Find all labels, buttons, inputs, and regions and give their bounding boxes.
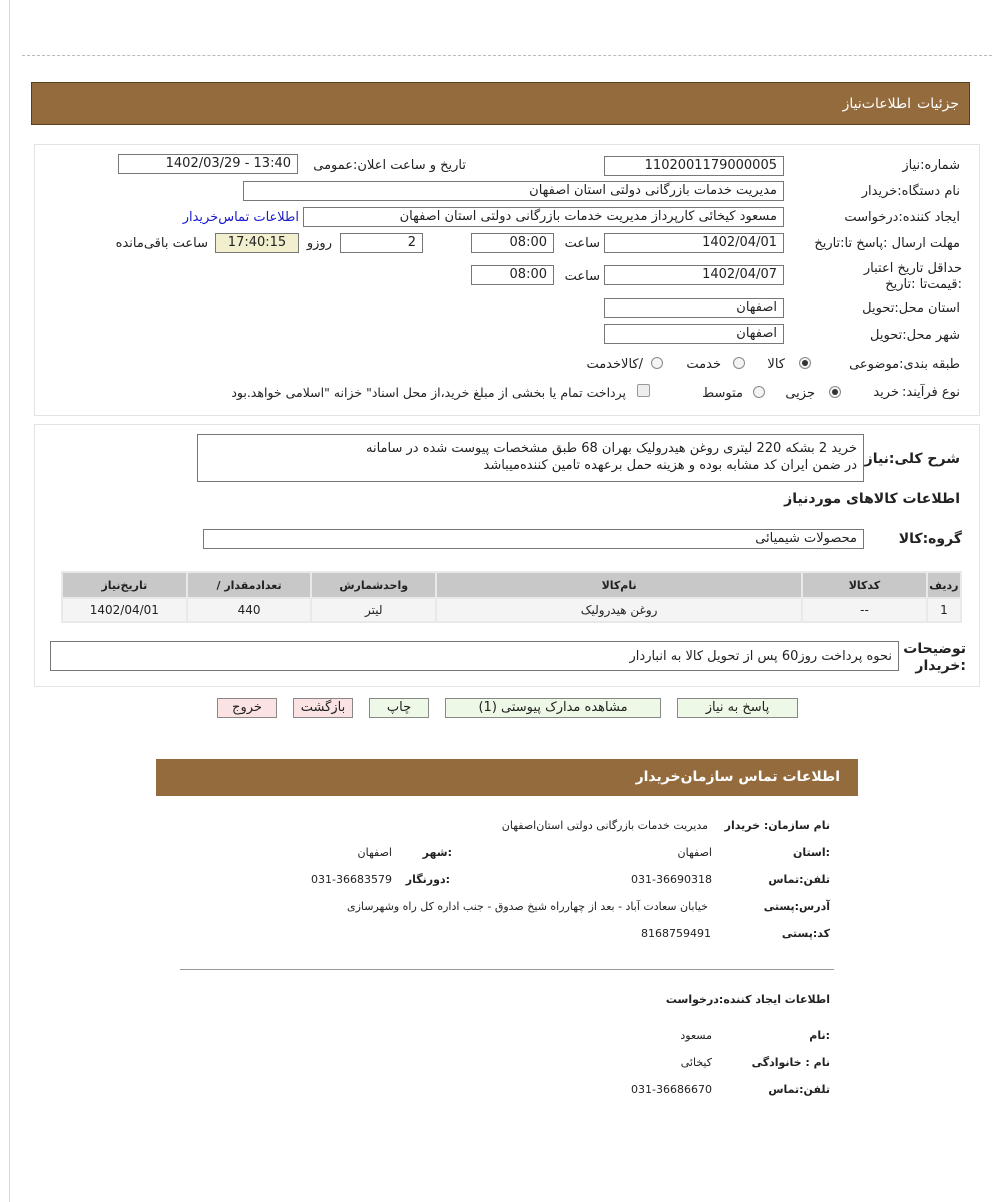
contact-org-label: نام سازمان: خریدار <box>724 819 830 832</box>
validity-label: حداقل تاریخ اعتبار :قیمت‌تا :تاریخ <box>863 261 962 292</box>
cell-item-code: -- <box>803 599 926 621</box>
back-button[interactable]: بازگشت <box>293 698 353 718</box>
cell-unit: لیتر <box>312 599 435 621</box>
creator-name-label: :نام <box>809 1029 830 1042</box>
contact-phone-value: 031-36690318 <box>631 873 712 886</box>
print-button[interactable]: چاپ <box>369 698 429 718</box>
contact-header <box>156 759 858 796</box>
radio-minor-label: جزیی <box>785 386 815 401</box>
creator-family-label: نام : خانوادگی <box>751 1056 830 1069</box>
description-label: شرح کلی:نیاز <box>864 451 960 467</box>
buyer-contact-link[interactable]: اطلاعات تماس‌خریدار <box>182 210 299 225</box>
radio-minor[interactable] <box>829 386 841 398</box>
creator-name-value: مسعود <box>680 1029 712 1042</box>
buyer-notes-field: نحوه پرداخت روز60 پس از تحویل کالا به انباردار <box>50 641 899 671</box>
treasury-note: پرداخت تمام یا بخشی از مبلغ خرید،از محل اسناد" خزانه "اسلامی خواهد.بود <box>231 385 626 400</box>
description-line-1: خرید 2 بشکه 220 لیتری روغن هیدرولیک بهران 68 طبق مشخصات پیوست شده در سامانه <box>366 441 857 456</box>
reply-button[interactable]: پاسخ به نیاز <box>677 698 798 718</box>
goods-group-label: گروه:کالا <box>898 531 962 547</box>
process-buy-label: خرید <box>873 385 899 400</box>
radio-medium-label: متوسط <box>702 386 743 401</box>
radio-service[interactable] <box>733 357 745 369</box>
page-header <box>31 82 970 125</box>
cell-item-name: روغن هیدرولیک <box>437 599 801 621</box>
creator-phone-value: 031-36686670 <box>631 1083 712 1096</box>
cell-quantity: 440 <box>188 599 311 621</box>
city-label: شهر محل:تحویل <box>870 328 960 343</box>
goods-section-title: اطلاعات کالاهای موردنیاز <box>784 491 960 507</box>
creator-field: مسعود کیخائی کارپرداز مدیریت خدمات بازرگانی دولتی استان اصفهان <box>303 207 784 227</box>
creator-info-title: اطلاعات ایجاد کننده:درخواست <box>665 993 830 1006</box>
goods-group-field: محصولات شیمیائی <box>203 529 864 549</box>
contact-divider <box>180 969 834 970</box>
contact-city-value: اصفهان <box>357 846 392 859</box>
city-field: اصفهان <box>604 324 784 344</box>
contact-address-value: خیابان سعادت آباد - بعد از چهارراه شیخ صدوق - جنب اداره کل راه وشهرسازی <box>347 900 708 913</box>
contact-fax-label: :دورنگار <box>405 873 450 886</box>
description-line-2: در ضمن ایران کد مشابه بوده و هزینه حمل برعهده تامین کننده‌میباشد <box>483 458 857 473</box>
radio-service-label: خدمت <box>686 357 721 372</box>
contact-address-label: آدرس:پستی <box>763 900 830 913</box>
remaining-time-field: 17:40:15 <box>215 233 299 253</box>
left-border <box>9 0 10 1202</box>
contact-province-label: :استان <box>793 846 830 859</box>
radio-medium[interactable] <box>753 386 765 398</box>
reply-date-field: 1402/04/01 <box>604 233 784 253</box>
description-field <box>197 434 864 482</box>
buyer-org-field: مدیریت خدمات بازرگانی دولتی استان اصفهان <box>243 181 784 201</box>
contact-city-label: :شهر <box>422 846 452 859</box>
announce-label: تاریخ و ساعت اعلان:عمومی <box>313 158 466 173</box>
days-field: 2 <box>340 233 423 253</box>
radio-goods-label: کالا <box>767 357 785 372</box>
province-field: اصفهان <box>604 298 784 318</box>
goods-table-header <box>63 573 960 597</box>
creator-family-value: کیخائی <box>680 1056 712 1069</box>
need-number-label: شماره:نیاز <box>902 158 960 173</box>
days-label: روزو <box>306 236 332 251</box>
reply-time-field: 08:00 <box>471 233 554 253</box>
creator-phone-label: تلفن:تماس <box>768 1083 830 1096</box>
validity-date-field: 1402/04/07 <box>604 265 784 285</box>
goods-table <box>61 571 962 623</box>
radio-goods-service-label: /کالاخدمت <box>586 357 643 372</box>
buyer-notes-label-1: توضیحات <box>903 641 966 657</box>
contact-org-value: مدیریت خدمات بازرگانی دولتی استان‌اصفهان <box>501 819 708 832</box>
table-row <box>63 599 960 621</box>
top-divider <box>22 55 992 56</box>
remaining-label: ساعت باقی‌مانده <box>115 236 208 251</box>
radio-goods-service[interactable] <box>651 357 663 369</box>
buyer-org-label: نام دستگاه:خریدار <box>861 184 960 199</box>
exit-button[interactable]: خروج <box>217 698 277 718</box>
contact-postal-value: 8168759491 <box>641 927 711 940</box>
creator-label: ایجاد کننده:درخواست <box>844 210 960 225</box>
tab-need-info[interactable]: اطلاعات‌نیاز <box>842 96 911 112</box>
tab-details[interactable]: جزئیات <box>917 96 959 112</box>
th-row: ردیف <box>928 573 960 597</box>
buyer-notes-label-2: :خریدار <box>915 658 966 674</box>
th-unit: واحدشمارش <box>312 573 435 597</box>
contact-header-title: اطلاعات تماس سازمان‌خریدار <box>635 769 840 785</box>
contact-phone-label: تلفن:تماس <box>768 873 830 886</box>
contact-postal-label: کد:پستی <box>781 927 830 940</box>
th-date: تاریخ‌نیاز <box>63 573 186 597</box>
radio-goods[interactable] <box>799 357 811 369</box>
validity-time-field: 08:00 <box>471 265 554 285</box>
need-number-field: 1102001179000005 <box>604 156 784 176</box>
process-label: نوع فرآیند: <box>902 385 960 400</box>
cell-date: 1402/04/01 <box>63 599 186 621</box>
reply-time-label: ساعت <box>564 236 600 251</box>
th-item-name: نام‌کالا <box>437 573 801 597</box>
reply-deadline-label: مهلت ارسال :پاسخ تا:تاریخ <box>814 236 960 251</box>
category-label: طبقه بندی:موضوعی <box>849 357 960 372</box>
contact-province-value: اصفهان <box>677 846 712 859</box>
attachments-button[interactable]: مشاهده مدارک پیوستی (1) <box>445 698 661 718</box>
contact-fax-value: 031-36683579 <box>311 873 392 886</box>
cell-row: 1 <box>928 599 960 621</box>
treasury-checkbox[interactable] <box>637 384 650 397</box>
th-item-code: کدکالا <box>803 573 926 597</box>
th-quantity: / تعدادمقدار <box>188 573 311 597</box>
validity-time-label: ساعت <box>564 269 600 284</box>
announce-field: 1402/03/29 - 13:40 <box>118 154 298 174</box>
province-label: استان محل:تحویل <box>862 301 960 316</box>
